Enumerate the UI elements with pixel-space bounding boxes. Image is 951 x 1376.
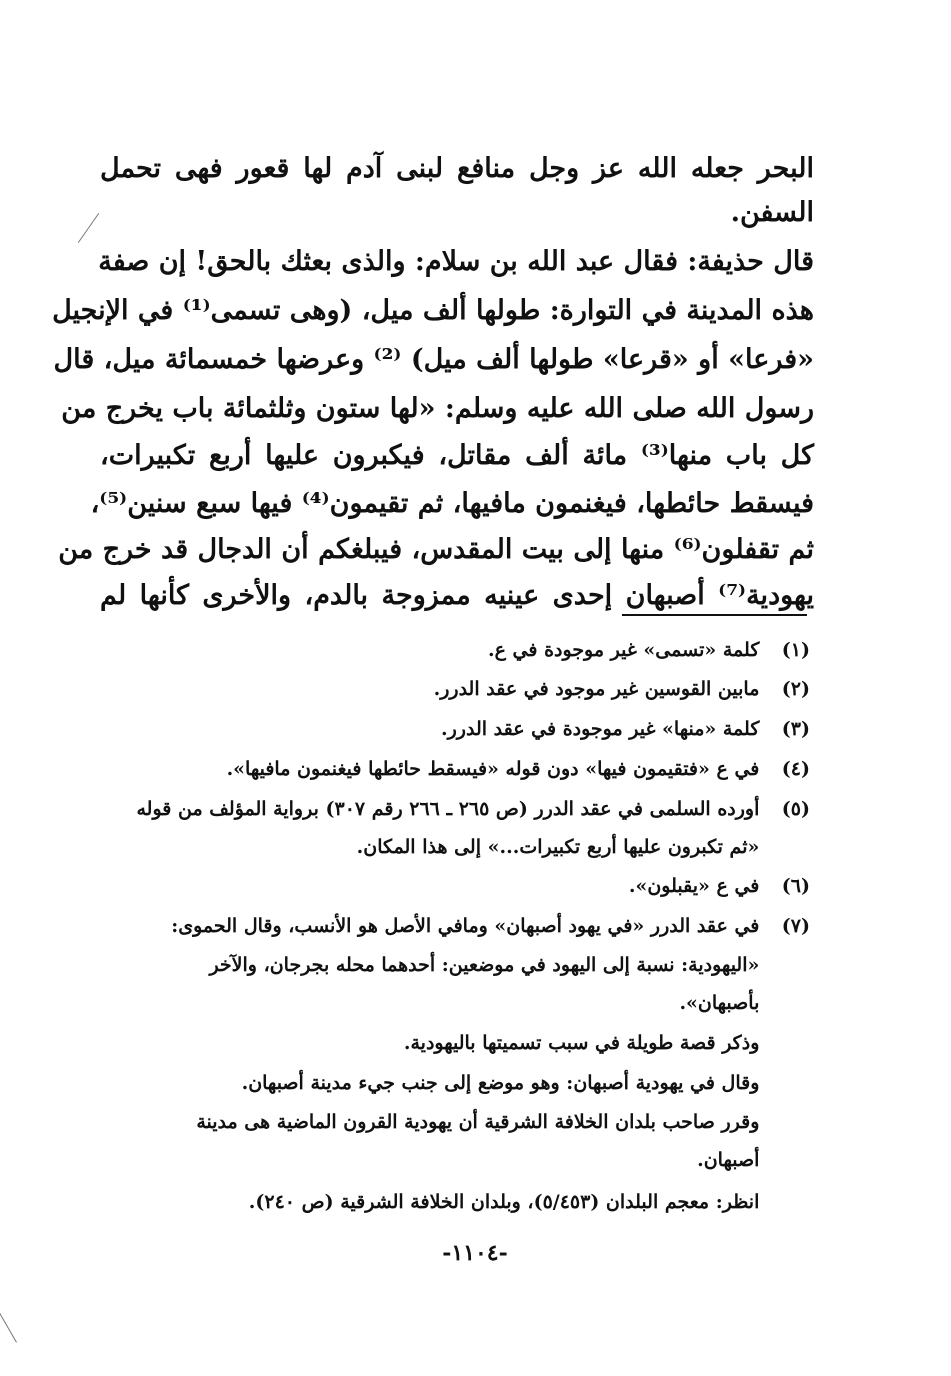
footnote [500, 989, 810, 1017]
footnote-text: في ع «يقبلون». [628, 875, 760, 897]
footnote-number: (٧) [781, 915, 810, 937]
main-text-line: السفن. [730, 197, 814, 228]
footnote-number: (٢) [781, 678, 810, 700]
main-text-line: يهودية⁽⁷⁾ أصبهان إحدى عينيه ممزوجة بالدم، والأخرى كأنها لم [100, 580, 814, 611]
footnote-text: أصبهان. [697, 1149, 760, 1171]
footnote [400, 715, 810, 743]
footnote-number: (٦) [781, 875, 810, 897]
footnote-text: وقال في يهودية أصبهان: وهو موضع إلى جنب جيء مدينة أصبهان. [241, 1072, 760, 1094]
main-text-line: ثم تقفلون⁽⁶⁾ منها إلى بيت المقدس، فيبلغكم أن الدجال قد خرج من [58, 534, 814, 565]
footnote [100, 912, 810, 940]
main-text-line: رسول الله صلى الله عليه وسلم: «لها ستون وثلثمائة باب يخرج من [61, 393, 814, 424]
footnote [180, 1188, 810, 1216]
footnote [190, 1069, 810, 1097]
footnote [400, 636, 810, 664]
footnote-text: «ثم تكبرون عليها أربع تكبيرات...» إلى هذا المكان. [356, 836, 760, 858]
footnote-text: بأصبهان». [679, 992, 760, 1014]
footnote-text: كلمة «تسمى» غير موجودة في ع. [487, 639, 760, 661]
footnote-text: كلمة «منها» غير موجودة في عقد الدرر. [441, 718, 760, 740]
footnote-number: (٤) [781, 758, 810, 780]
footnote-number: (٣) [781, 718, 810, 740]
main-text-line: فيسقط حائطها، فيغنمون مافيها، ثم تقيمون⁽⁴⁾ فيها سبع سنين⁽⁵⁾، [90, 488, 814, 519]
footnote-text: «اليهودية: نسبة إلى اليهود في موضعين: أحدهما محله بجرجان، والآخر [209, 954, 760, 976]
main-text-line: هذه المدينة في التوارة: طولها ألف ميل، (وهى تسمى⁽¹⁾ في الإنجيل [52, 295, 814, 326]
main-text-line: قال حذيفة: فقال عبد الله بن سلام: والذى بعثك بالحق! إن صفة [98, 246, 814, 277]
footnote-text: أورده السلمى في عقد الدرر (ص ٢٦٥ ـ ٢٦٦ رقم ٣٠٧) برواية المؤلف من قوله [136, 798, 760, 820]
footnote-number: (١) [781, 639, 810, 661]
footnote-text: وذكر قصة طويلة في سبب تسميتها باليهودية. [403, 1032, 760, 1054]
footnote-text: مابين القوسين غير موجود في عقد الدرر. [433, 678, 760, 700]
main-text-line: كل باب منها⁽³⁾ مائة ألف مقاتل، فيكبرون عليها أربع تكبيرات، [100, 440, 814, 471]
footnote-separator [622, 614, 807, 616]
footnote [330, 1029, 810, 1057]
footnote [300, 833, 810, 861]
footnote-text: انظر: معجم البلدان (٥/٤٥٣)، وبلدان الخلافة الشرقية (ص ٢٤٠). [248, 1191, 760, 1213]
footnote-text: وقرر صاحب بلدان الخلافة الشرقية أن يهودية القرون الماضية هى مدينة [196, 1111, 760, 1133]
main-text-line: «فرعا» أو «قرعا» طولها ألف ميل) ⁽²⁾ وعرضها خمسمائة ميل، قال [53, 344, 814, 375]
page-number: -١١٠٤- [442, 1240, 508, 1266]
footnote [600, 872, 810, 900]
footnote [100, 951, 810, 979]
footnote [400, 675, 810, 703]
footnote-text: في عقد الدرر «في يهود أصبهان» ومافي الأصل هو الأنسب، وقال الحموى: [171, 915, 760, 937]
footnote-number: (٥) [781, 798, 810, 820]
footnote [600, 1146, 810, 1174]
footnote-text: في ع «فتقيمون فيها» دون قوله «فيسقط حائطها فيغنمون مافيها». [226, 758, 760, 780]
footnote [100, 1108, 810, 1136]
scan-artifact-line [78, 213, 99, 243]
scan-artifact-line [0, 1307, 17, 1342]
footnote [200, 755, 810, 783]
main-text-line: البحر جعله الله عز وجل منافع لبنى آدم لها قعور فهى تحمل [100, 153, 814, 184]
footnote [100, 795, 810, 823]
